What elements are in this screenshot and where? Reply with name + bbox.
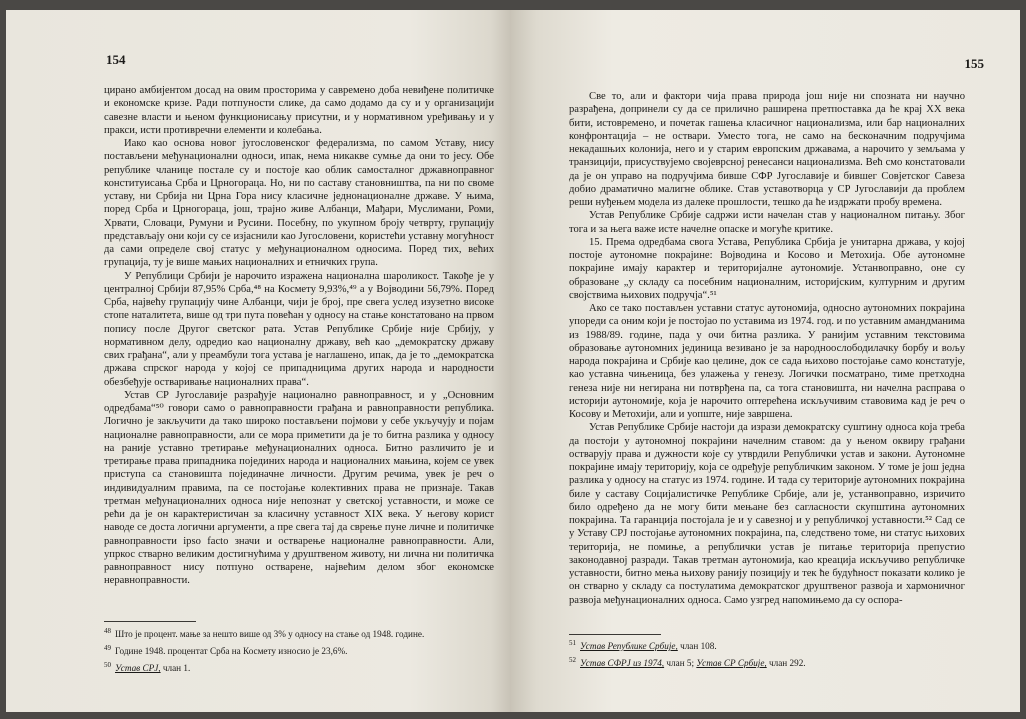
footnote — [104, 624, 494, 641]
paragraph: Ако се тако постављен уставни статус аутономија, односно аутономних покрајина упореди са оним који је постојао по уставима из 1974. год. и по уставним амандманима из 1988/89. године, пада у очи битна разлика. У ранијим уставним текстовима образовање аутономних јединица везивано је за народноослободилачку борбу и вољу народа покрајина и Србије као целине, док се сада њихово постојање само констатује, као уставна чињеница, без улажења у генезу. Логички посматрано, тиме претходна генеза није ни негирана ни потврђена па, са тога становишта, ни начелна расправа о историји аутономије, која је нарочито оптерећена искључивим ставовима кад је реч о Косову и Метохији, али и уопште, није завршена. — [569, 303, 965, 420]
footnotes — [104, 624, 494, 675]
footnote-source: Устав СРЈ, — [115, 663, 161, 674]
footnote-number: 50 — [104, 661, 111, 670]
paragraph: Устав Републике Србије садржи исти начелан став у националном питању. Због тога и за њега важе исте начелне опаске и могуће критике. — [569, 210, 965, 235]
footnote — [569, 653, 965, 670]
footnote — [569, 636, 965, 653]
footnote-divider — [104, 621, 196, 622]
body-text — [569, 90, 965, 607]
page-number: 154 — [106, 52, 126, 67]
footnote-text: члан 108. — [677, 641, 717, 652]
footnote-text: члан 1. — [160, 663, 191, 674]
paragraph: Све то, али и фактори чија права природа још није ни спозната ни научно разрађена, допринели су да се прилично раширена претпоставка да ће крај XX века бити, истовремено, и почетак гашења класичног национализма, или бар националних конфронтација – не оствари. Уместо тога, не само на бесконачним подручјима некадашњих колонија, него и у старим европским државама, а нарочито у земљама у транзицији, присуствујемо својеврсној ренесанси национализма. Већ смо констатовали да је он управо на подручјима бивше СФР Југославије и бившег Совјетског Савеза добио драматично малигне облике. Став уставотворца у СР Југославији да проблем реши нуђењем модела из далеке прошлости, тешко да ће издржати пробу времена. — [569, 91, 965, 208]
footnote-number: 51 — [569, 639, 576, 647]
footnote-text: члан 5; — [664, 658, 697, 669]
body-text — [104, 84, 494, 588]
book-spread — [6, 10, 1020, 712]
footnote-source: Устав Републике Србије, — [580, 641, 678, 652]
right-page — [511, 10, 1020, 712]
footnote-number: 48 — [104, 627, 111, 635]
paragraph: У Републици Србији је нарочито изражена национална шароликост. Такође је у централној Србији 87,95% Срба,⁴⁸ на Космету 9,93%,⁴⁹ а у Војводини 56,79%. Поред Срба, највећу групацију чине Албанци, чији је број, пре свега услед изузетно високе стопе наталитета, више од три пута повећан у односу на стање констатовано на првом попису после Другог светског рата. Устав Републике Србије није Србију, у нормативном делу, одредио као националну државу, већ као „демократску државу свих грађана“, али у преамбули тога устава је наглашено, ипак, да је то „демократска држава спрског народа у којој се припадницима других народа и народности обезбеђује остваривање националних права“. — [104, 270, 494, 388]
paragraph: Иако као основа новог југословенског федерализма, по самом Уставу, нису постављени међунационални односи, ипак, нема никакве сумње да они то јесу. Обе републике чланице постале су и постоје као облик самосталног државноправног конституисања Срба и Црногораца. Но, ни по саставу становништва, па ни по своме уставу, ни Србија ни Црна Гора нису класичне једнонационалне државе. У њима, поред Срба и Црногораца, још, трајно живе Албанци, Мађари, Муслимани, Роми, Хрвати, Словаци, Румуни и Русини. Посебну, по укупном броју четврту, групацију представљају они који су се изјаснили као Југословени, користећи уставну могућност да сами определе свој статус у међунационалном односима. Поред тих, већих групација, ту је више мањих националних и етничких група. — [104, 138, 494, 269]
footnote-text: члан 292. — [766, 658, 806, 669]
footnote-divider — [569, 634, 661, 635]
footnote-text: Што је процент. мање за нешто више од 3% у односу на стање од 1948. године. — [115, 629, 425, 640]
paragraph: цирано амбијентом досад на овим просторима у савремено доба невиђене политичке и економске кризе. Ради потпуности слике, да само додамо да су и у организацији савезне власти и њеном функционисању присутни, и у нормативном уређивању и у пракси, исти противречни елементи и колебања. — [104, 85, 494, 136]
footnote — [104, 658, 494, 675]
footnotes — [569, 636, 965, 670]
footnote — [104, 641, 494, 658]
footnote-number: 49 — [104, 644, 111, 653]
page-number: 155 — [964, 56, 984, 71]
paragraph: Устав Републике Србије настоји да изрази демократску суштину односа која треба да постоји у аутономној покрајини начелним ставом: да у њеном оквиру грађани остварују права и дужности које су утврдили Републички устав и закони. Аутономне покрајине имају територију, која се одређује републичким законом. У томе је још једна разлика у односу на статус из 1974. године. И тада су територије аутономних покрајина биле у саставу Социјалистичке Републике Србије, али је, устанвоправно, изричито било одређено да не могу бити мењане без сагласности скупштина аутономних покрајина. Та гаранција постојала је и у савезној и у републичкој уставности.⁵² Сад се у Уставу СРЈ постојање аутономних покрајина, па, следствено томе, ни статус њихових територија, не помиње, а републички устав је питање територија препустио законодавној разради. Такав третман аутономија, као креација искључиво републичке уставности, битно мења њихову ранију позицију и тек ће будућност показати колико је он стварно у складу са постулатима демократског друштвеног развоја и хармоничног развоја међунационалних односа. Само узгред напомињемо да су оспора- — [569, 422, 965, 606]
left-page — [6, 10, 511, 712]
footnote-text: Године 1948. процентат Срба на Космету износио је 23,6%. — [115, 646, 348, 657]
footnote-source: Устав СР Србије, — [696, 658, 767, 669]
paragraph: 15. Према одредбама свога Устава, Република Србија је унитарна држава, у којој постоје аутономне покрајине: Војводина и Косово и Метохија. Обе аутономне покрајине имају карактер и територијалне аутономије. Устанвоправно, оне су образоване „у складу са посебним националним, историјским, културним и другим својствима њихових подручја“.⁵¹ — [569, 236, 965, 301]
paragraph: Устав СР Југославије разрађује национално равноправност, и у „Основним одредбама“⁵⁰ говори само о равноправности грађана и равноправности република. Логично је закључити да тако широко постављени појмови у себе укључују и појам националне равноправности, али се мора приметити да је то битна разлика у односу на раније уставно третирање међунационалних односа. Битно различито је и третирање права припадника појединих народа и националних мањина, којем се увек приступа са становишта појединачне личности. Другим речима, увек је реч о индивидуалним правима, па се постојање колективних права не признаје. Такав третман међунационалних односа није непознат у светској уставности, и може се рећи да је он карактеристичан за класичну уставност XIX века. У његову корист наводе се доста логични аргументи, а пре свега тај да сврење пуне личне и политичке равноправности ipso facto значи и остварење националне равноправности. Али, упркос стварно великим достигнућима у друштвеном животу, ни лична ни политичка равноправност нису потпуно остварене, највећим делом због економске неравноправности. — [104, 389, 494, 587]
footnote-number: 52 — [569, 656, 576, 665]
footnote-source: Устав СФРЈ из 1974, — [580, 658, 665, 669]
